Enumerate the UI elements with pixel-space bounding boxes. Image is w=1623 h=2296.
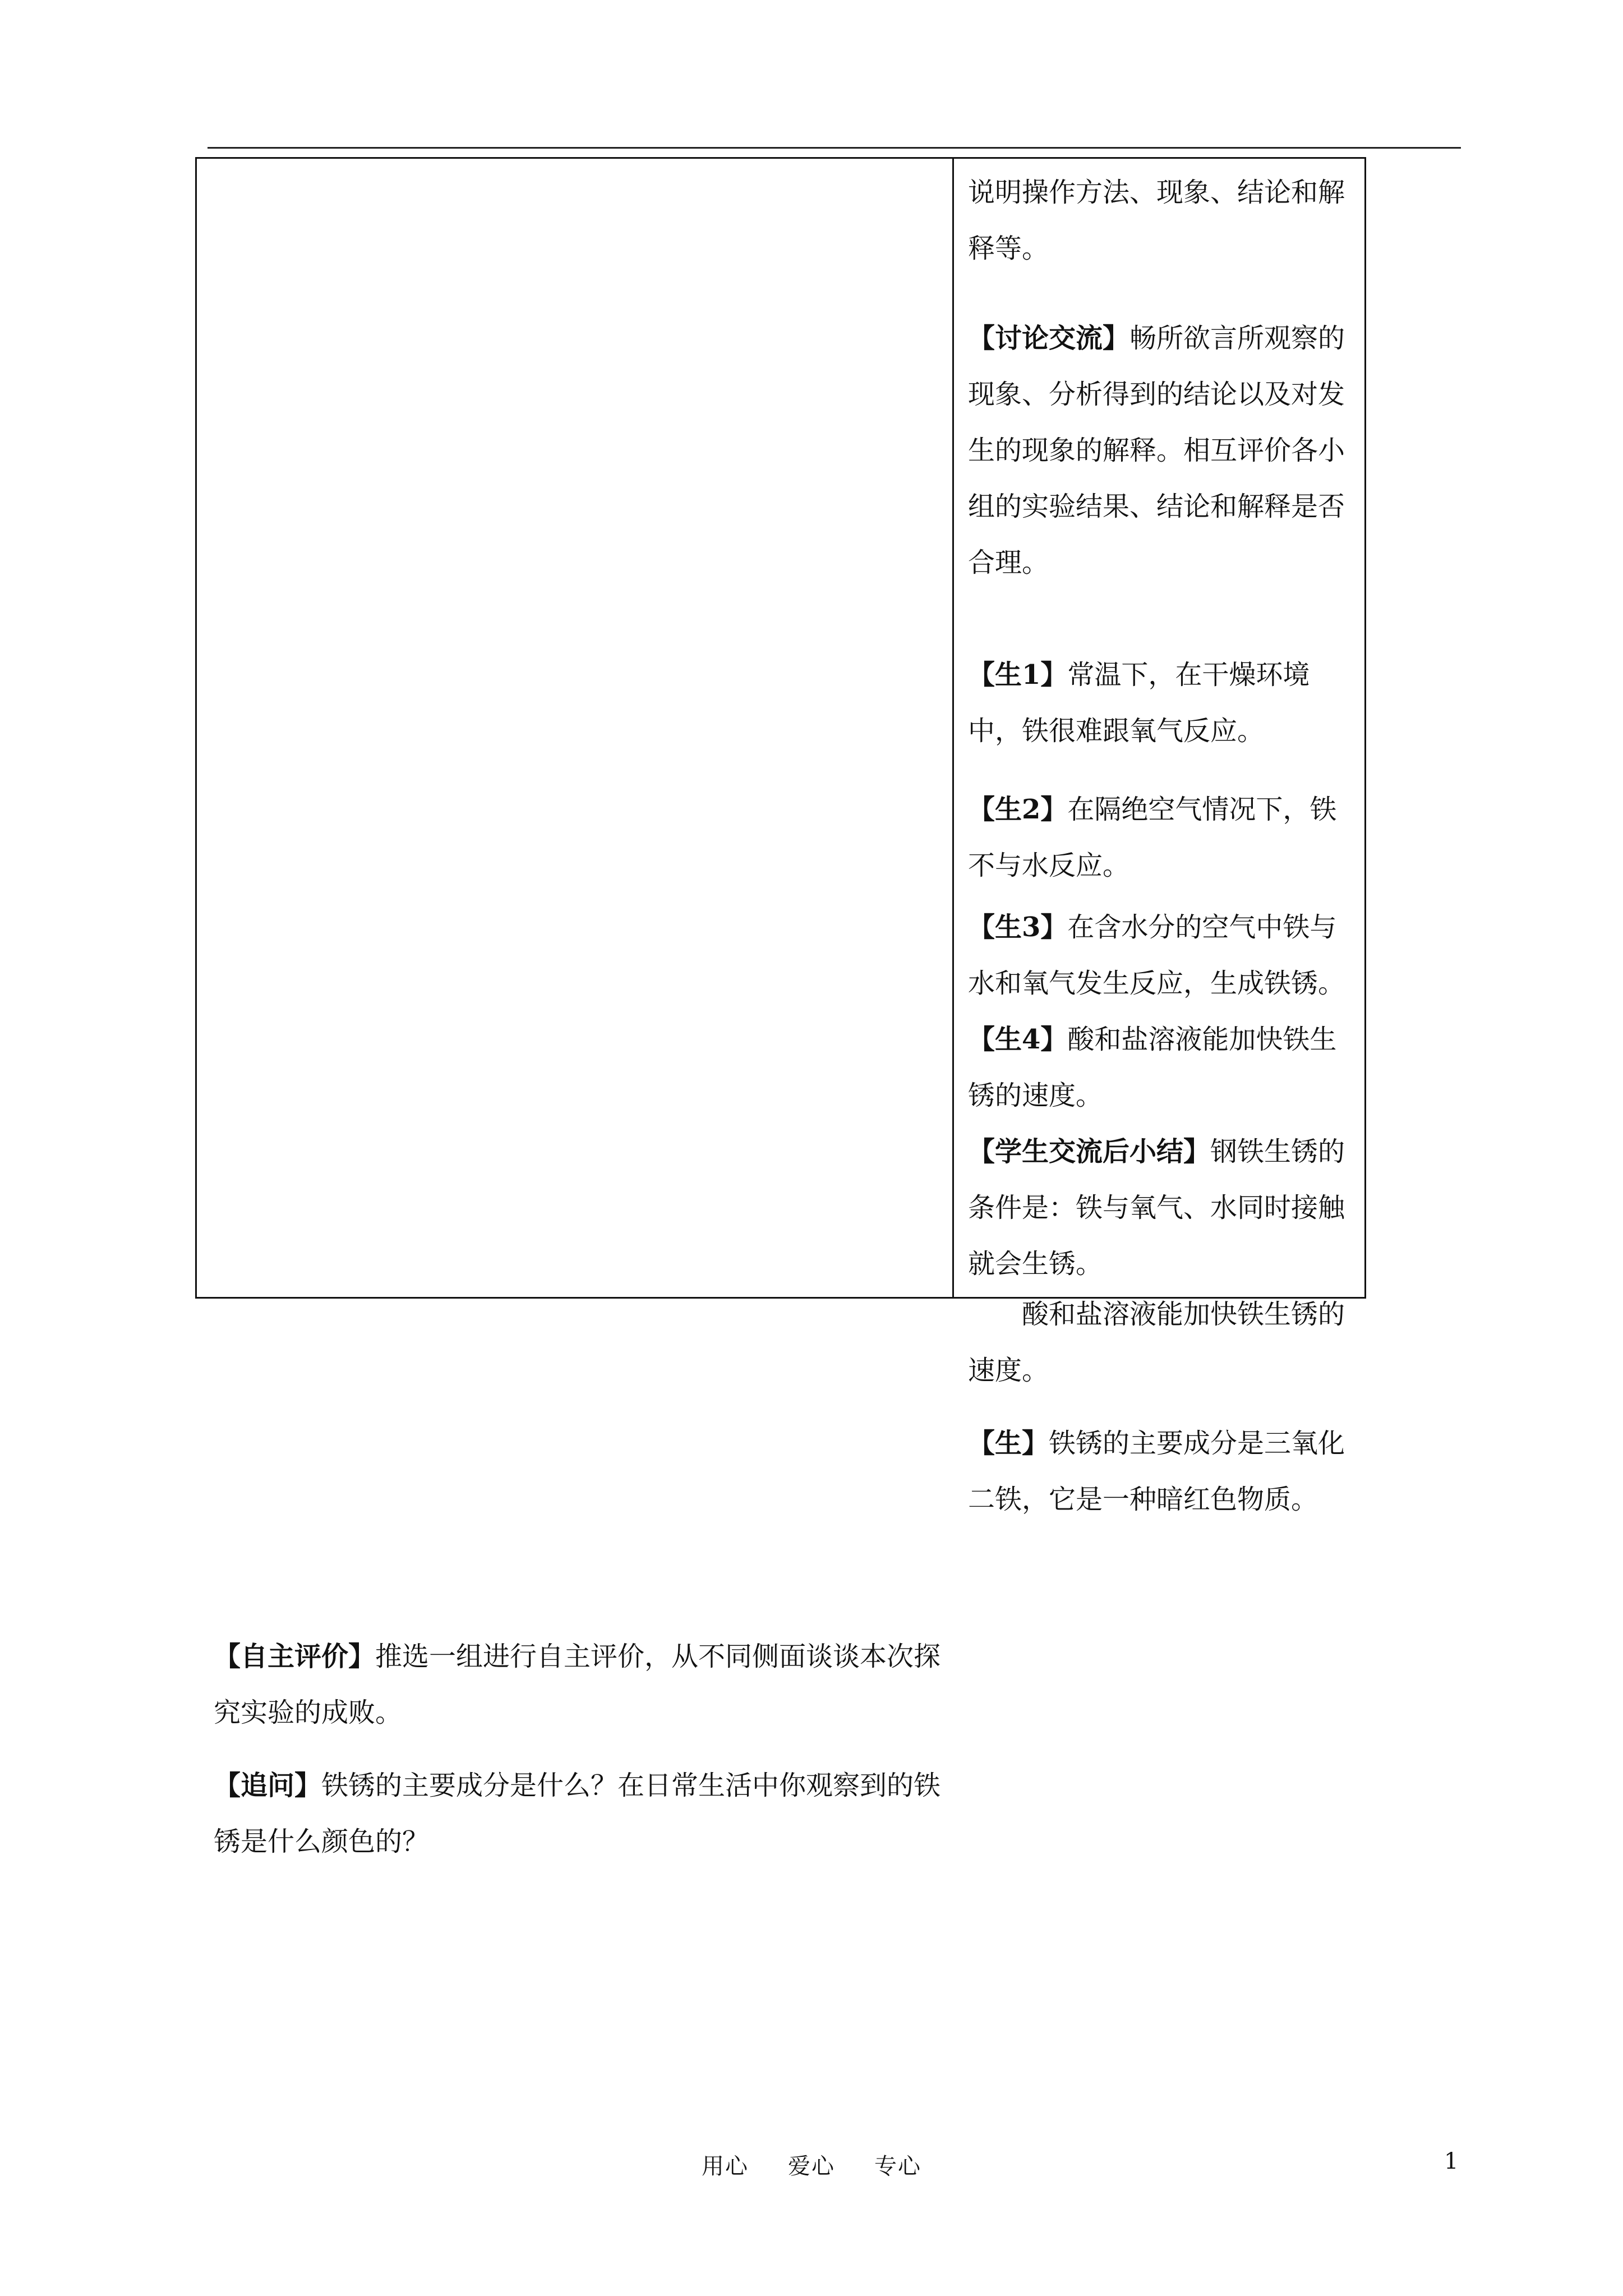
left-para-self-evaluation: 【自主评价】推选一组进行自主评价，从不同侧面谈谈本次探究实验的成败。 (214, 1641, 941, 1728)
footer-motto (0, 2148, 1623, 2180)
footer-word-1: 用心 (702, 2154, 749, 2179)
student-1-label: 【生1】 (968, 659, 1068, 691)
right-para-student-4: 【生4】酸和盐溶液能加快铁生锈的速度。 (968, 1024, 1337, 1111)
left-para-follow-up: 【追问】铁锈的主要成分是什么？在日常生活中你观察到的铁锈是什么颜色的？ (214, 1770, 941, 1857)
right-para-student-2: 【生2】在隔绝空气情况下，铁不与水反应。 (968, 794, 1337, 881)
right-para-student-1: 【生1】常温下，在干燥环境中，铁很难跟氧气反应。 (968, 659, 1310, 747)
summary-label: 【学生交流后小结】 (968, 1136, 1211, 1167)
right-para-student-3: 【生3】在含水分的空气中铁与水和氧气发生反应，生成铁锈。 (968, 912, 1345, 999)
student-label: 【生】 (968, 1428, 1049, 1459)
footer-word-2: 爱心 (788, 2154, 835, 2179)
lesson-table (195, 157, 1366, 1857)
student-3-label: 【生3】 (968, 912, 1068, 943)
right-para-summary-2: 酸和盐溶液能加快铁生锈的速度。 (968, 1299, 1345, 1386)
right-para-discussion: 【讨论交流】畅所欲言所观察的现象、分析得到的结论以及对发生的现象的解释。相互评价各小组的实验结果、结论和解释是否合理。 (968, 323, 1345, 578)
column-divider (952, 159, 954, 1297)
footer-word-3: 专心 (874, 2154, 921, 2179)
right-para-student: 【生】铁锈的主要成分是三氧化二铁，它是一种暗红色物质。 (968, 1428, 1345, 1515)
self-evaluation-label: 【自主评价】 (214, 1641, 376, 1672)
right-para-1: 说明操作方法、现象、结论和解释等。 (968, 177, 1345, 264)
discussion-label: 【讨论交流】 (968, 323, 1130, 354)
follow-up-label: 【追问】 (214, 1770, 322, 1801)
student-2-label: 【生2】 (968, 794, 1068, 825)
header-rule (208, 147, 1461, 149)
right-para-summary: 【学生交流后小结】钢铁生锈的条件是：铁与氧气、水同时接触就会生锈。 (968, 1136, 1345, 1280)
page-number: 1 (1444, 2148, 1459, 2174)
student-4-label: 【生4】 (968, 1024, 1068, 1055)
